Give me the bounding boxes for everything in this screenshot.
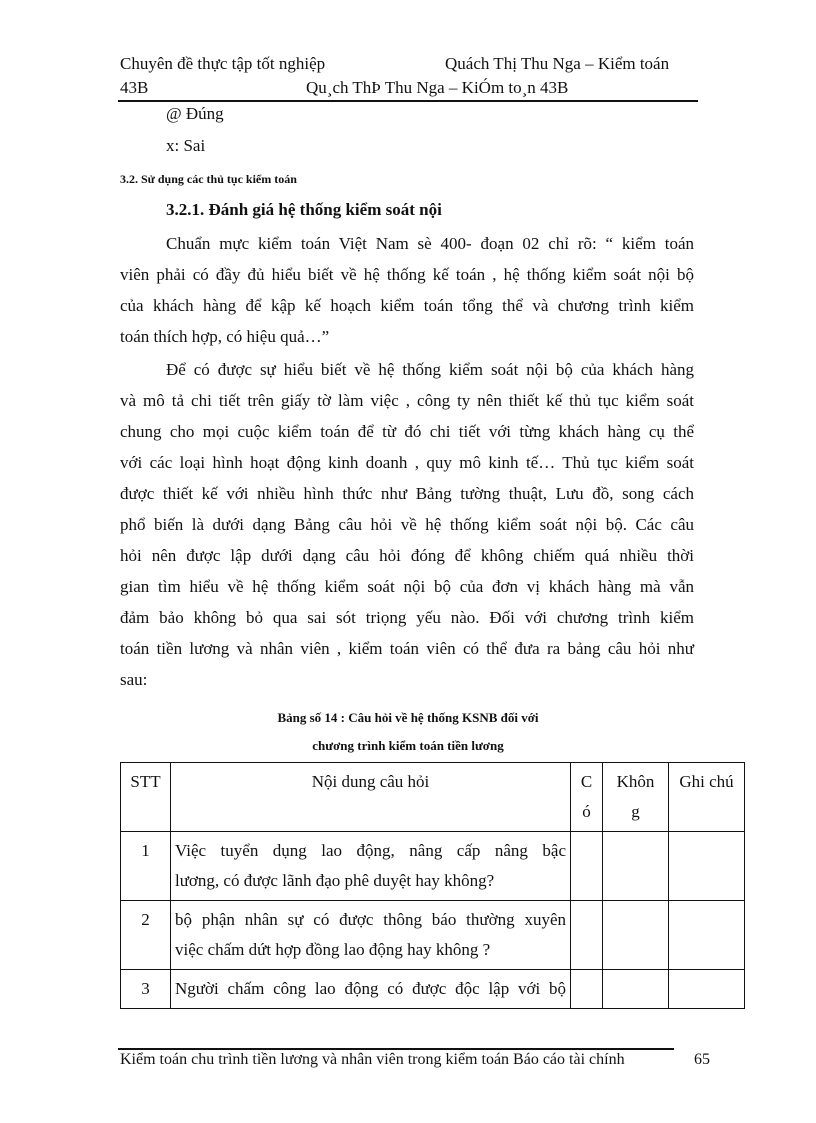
row-note-cell (669, 901, 745, 970)
header-yes (571, 763, 603, 832)
paragraph-1-line: toán thích hợp, có hiệu quả…” (120, 327, 330, 346)
paragraph-2-line: sau: (120, 670, 148, 689)
header-course: 43B (120, 78, 149, 97)
header-no-part1: Khôn (616, 772, 655, 791)
footer-text: Kiểm toán chu trình tiền lương và nhân viên trong kiểm toán Báo cáo tài chính (120, 1051, 625, 1068)
page-number: 65 (694, 1051, 710, 1068)
header-stt: STT (121, 763, 171, 832)
row-content-line: bộ phận nhân sự có được thông báo thường xuyên (175, 910, 566, 929)
paragraph-2-line: toán tiền lương và nhân viên , kiểm toán viên có thể đưa ra bảng câu hỏi như (120, 639, 694, 658)
header-no-part2: g (631, 802, 640, 821)
row-no-cell (603, 901, 669, 970)
header-yes-part1: C (580, 772, 593, 791)
row-stt: 2 (121, 901, 171, 970)
paragraph-2-line: gian tìm hiểu về hệ thống kiểm soát nội bộ của đơn vị khách hàng mà vẫn (120, 577, 694, 596)
paragraph-2-line: đảm bảo không bỏ qua sai sót triọng yếu nào. Đối với chương trình kiểm (120, 608, 694, 627)
row-stt: 1 (121, 832, 171, 901)
row-note-cell (669, 832, 745, 901)
row-content (171, 901, 571, 970)
header-right: Quách Thị Thu Nga – Kiểm toán (445, 54, 670, 73)
paragraph-1-line: của khách hàng để kập kế hoạch kiểm toán tổng thể và chương trình kiểm (120, 296, 694, 315)
paragraph-2-line: với các loại hình hoạt động kinh doanh , quy mô kinh tế… Thủ tục kiểm soát (120, 453, 694, 472)
header-author-encoded: Qu¸ch ThÞ Thu Nga – KiÓm to¸n 43B (306, 78, 569, 97)
section-heading: 3.2. Sử dụng các thủ tục kiểm toán (120, 172, 297, 186)
footer-rule (118, 1048, 674, 1050)
header-left: Chuyên đề thực tập tốt nghiệp (120, 54, 326, 73)
paragraph-2-line: phổ biến là dưới dạng Bảng câu hỏi về hệ thống kiểm soát nội bộ. Các câu (120, 515, 694, 534)
row-content-line: Người chấm công lao động có được độc lập với bộ (175, 979, 566, 998)
row-content (171, 970, 571, 1009)
legend-no: x: Sai (166, 136, 206, 155)
paragraph-1-line: viên phải có đầy đủ hiểu biết về hệ thống kế toán , hệ thống kiểm soát nội bộ (120, 265, 694, 284)
table-row (121, 832, 745, 901)
paragraph-2-line: được thiết kế với nhiều hình thức như Bảng tường thuật, Lưu đồ, song cách (120, 484, 694, 503)
row-yes-cell (571, 970, 603, 1009)
paragraph-2-line: và mô tả chi tiết trên giấy tờ làm việc , công ty nên thiết kế thủ tục kiểm soát (120, 391, 694, 410)
ksnb-questionnaire-table (120, 762, 745, 1009)
subsection-heading: 3.2.1. Đánh giá hệ thống kiểm soát nội (166, 200, 442, 219)
row-no-cell (603, 832, 669, 901)
header-note: Ghi chú (669, 763, 745, 832)
paragraph-2-line: Để có được sự hiểu biết về hệ thống kiểm soát nội bộ của khách hàng (166, 360, 694, 379)
row-content-line: Việc tuyển dụng lao động, nâng cấp nâng bậc (175, 841, 566, 860)
row-stt: 3 (121, 970, 171, 1009)
row-yes-cell (571, 832, 603, 901)
table-caption-line1: Bảng số 14 : Câu hỏi về hệ thống KSNB đối với (277, 710, 539, 725)
row-note-cell (669, 970, 745, 1009)
row-content-line: lương, có được lãnh đạo phê duyệt hay không? (175, 871, 495, 890)
header-yes-part2: ó (582, 802, 591, 821)
row-no-cell (603, 970, 669, 1009)
paragraph-2-line: chung cho mọi cuộc kiểm toán để từ đó chi tiết với từng khách hàng cụ thể (120, 422, 694, 441)
row-content (171, 832, 571, 901)
legend-yes: @ Đúng (166, 104, 224, 123)
table-row (121, 970, 745, 1009)
header-content: Nội dung câu hỏi (171, 763, 571, 832)
paragraph-1-line: Chuẩn mực kiểm toán Việt Nam sè 400- đoạn 02 chỉ rõ: “ kiểm toán (166, 234, 694, 253)
header-rule (118, 100, 698, 102)
paragraph-2-line: hỏi nên được lập dưới dạng câu hỏi đóng để không chiếm quá nhiều thời (120, 546, 694, 565)
header-no (603, 763, 669, 832)
row-yes-cell (571, 901, 603, 970)
table-row (121, 901, 745, 970)
table-caption-line2: chương trình kiểm toán tiền lương (312, 738, 504, 753)
table-header-row (121, 763, 745, 832)
row-content-line: việc chấm dứt hợp đồng lao động hay không ? (175, 940, 491, 959)
